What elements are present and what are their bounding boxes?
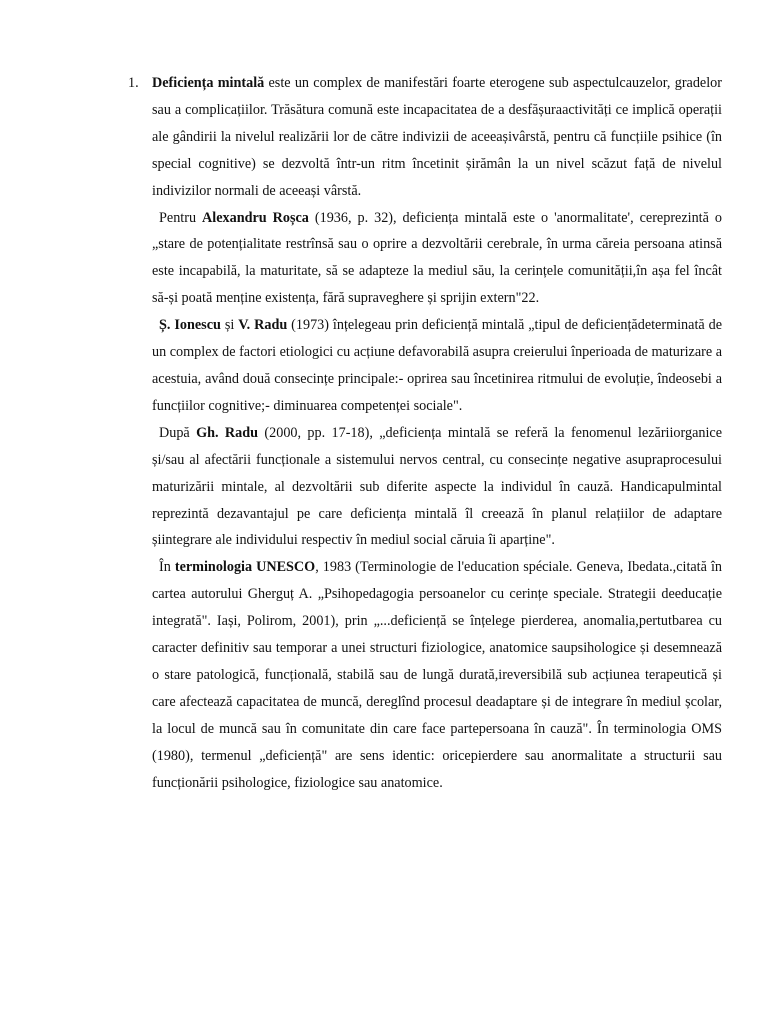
paragraph: [152, 420, 722, 555]
paragraph-text: (2000, pp. 17-18), „deficiența mintală se referă la fenomenul lezăriiorganice și/sau al afectării funcționale a sistemului nervos central, cu consecințe negative asupraprocesului maturizării mintale, al dezvoltării sub diferite aspecte la individul în cauză. Handicapulmintal reprezintă dezavantajul pe care deficiența mintală îl creează în planul relațiilor de adaptare șiintegrare ale individului respectiv în mediul social căruia îi aparține".: [152, 424, 723, 549]
bold-term: Gh. Radu: [196, 424, 259, 441]
paragraph-text: După: [159, 424, 197, 441]
paragraph-text: și: [220, 317, 239, 334]
bold-term: Ș. Ionescu: [159, 317, 221, 334]
list-number: 1.: [128, 75, 139, 91]
paragraph-text: este un complex de manifestări foarte eterogene sub aspectulcauzelor, gradelor sau a complicațiilor. Trăsătura comună este incapacitatea de a desfășuraactivități ce implică operații ale gândirii la nivelul realizării lor de către indivizii de aceeașivârstă, pentru că funcțiile psihice (în special cognitive) se dezvoltă într-un ritm încetinit șirămân la un nivel scăzut față de nivelul indivizilor normali de aceeași vârstă.: [152, 75, 722, 199]
paragraph-text: Pentru: [159, 209, 203, 226]
list-item-body: [152, 70, 722, 796]
paragraph: [152, 312, 722, 420]
paragraph: [152, 70, 722, 205]
bold-term: V. Radu: [238, 317, 288, 334]
paragraph-text: (1936, p. 32), deficiența mintală este o 'anormalitate', cereprezintă o „stare de potențialitate restrînsă sau o oprire a dezvoltării cerebrale, în urma căreia persoana atinsă este incapabilă, la maturitate, să se adapteze la mediul său, la cerințele comunității,în așa fel încât să-și poată menține existența, fără supraveghere și sprijin extern"22.: [152, 209, 722, 307]
paragraph: [152, 205, 722, 313]
paragraph-text: (1973) înțelegeau prin deficiență mintală „tipul de deficiențădeterminată de un complex de factori etiologici cu acțiune defavorabilă asupra creierului înperioada de maturizare a acestuia, având două consecințe principale:- oprirea sau încetinirea ritmului de evoluție, îndeosebi a funcțiilor cognitive;- diminuarea competenței sociale".: [152, 317, 722, 414]
bold-term: Alexandru Roșca: [202, 209, 309, 226]
paragraph: [152, 554, 722, 796]
bold-term: Deficiența mintală: [152, 75, 265, 91]
paragraph-text: În: [159, 559, 175, 576]
document-body: [0, 70, 768, 796]
paragraph-text: , 1983 (Terminologie de l'education spéciale. Geneva, Ibedata.,citată în cartea autorului Gherguț A. „Psihopedagogia persoanelor cu cerințe speciale. Strategii deeducație integrată". Iași, Polirom, 2001), prin „...deficiență se înțelege pierderea, anomalia,pertutbarea cu caracter definitiv sau temporar a unei structuri fiziologice, anatomice saupsihologice și desemnează o stare patologică, funcțională, stabilă sau de lungă durată,ireversibilă sub acțiunea terapeutică și care afectează capacitatea de muncă, dereglînd procesul deadaptare și de integrare în mediul școlar, la locul de muncă sau în comunitate din care face partepersoana în cauză". În terminologia OMS (1980), termenul „deficiență" are sens identic: oricepierdere sau anormalitate a structurii sau funcționării psihologice, fiziologice sau anatomice.: [152, 559, 722, 791]
bold-term: terminologia UNESCO: [174, 559, 316, 576]
numbered-list-item: [0, 70, 768, 796]
